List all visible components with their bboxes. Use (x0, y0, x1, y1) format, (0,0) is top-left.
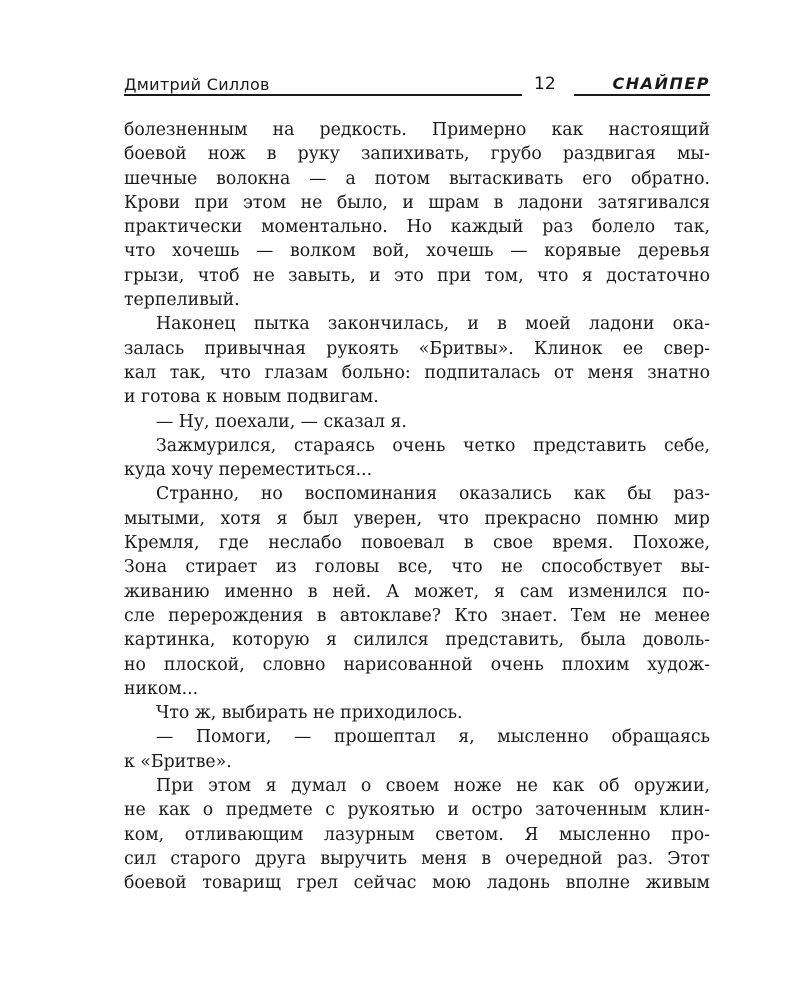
header-series-title: СНАЙПЕР (612, 74, 710, 93)
text-line: шечные волокна — а потом вытаскивать его обратно. (124, 168, 710, 189)
page-body-text (124, 118, 710, 896)
text-line: Что ж, выбирать не приходилось. (156, 703, 463, 724)
text-line: кал так, что глазам больно: подпиталась от меня знатно (124, 362, 710, 383)
text-line: и готова к новым подвигам. (124, 387, 379, 408)
text-line: Наконец пытка закончилась, и в моей ладони ока- (156, 314, 710, 335)
text-line: При этом я думал о своем ноже не как об оружии, (156, 776, 710, 797)
text-line: боевой нож в руку запихивать, грубо раздвигая мы- (124, 144, 710, 165)
text-line: сле перерождения в автоклаве? Кто знает. Тем не менее (124, 605, 710, 626)
page-number: 12 (534, 74, 556, 94)
text-line: болезненным на редкость. Примерно как настоящий (124, 120, 710, 140)
running-header (124, 72, 710, 96)
text-line: боевой товарищ грел сейчас мою ладонь вполне живым (124, 873, 710, 894)
header-rule-left (124, 94, 522, 96)
text-line: Кремля, где неслабо повоевал в свое время. Похоже, (124, 533, 710, 554)
text-line: но плоской, словно нарисованной очень плохим худож- (124, 654, 710, 675)
text-line: куда хочу переместиться... (124, 460, 373, 481)
text-line: Зажмурился, стараясь очень четко представить себе, (156, 435, 710, 456)
text-line: Крови при этом не было, и шрам в ладони затягивался (124, 192, 710, 213)
text-line: ком, отливающим лазурным светом. Я мысленно про- (124, 824, 710, 845)
text-line: мытыми, хотя я был уверен, что прекрасно помню мир (124, 508, 710, 529)
text-line: практически моментально. Но каждый раз болело так, (124, 217, 710, 238)
text-line: не как о предмете с рукоятью и остро заточенным клин- (124, 800, 710, 821)
text-line: — Ну, поехали, — сказал я. (156, 411, 407, 432)
text-line: Странно, но воспоминания оказались как бы раз- (156, 484, 710, 505)
text-line: сил старого друга выручить меня в очередной раз. Этот (124, 848, 710, 869)
text-line: ником... (124, 678, 199, 699)
text-line: залась привычная рукоять «Бритвы». Клинок ее свер- (124, 338, 710, 359)
header-rule-right (574, 94, 710, 96)
text-line: к «Бритве». (124, 751, 232, 772)
text-line: — Помоги, — прошептал я, мысленно обращаясь (156, 727, 710, 748)
text-line: грызи, чтоб не завыть, и это при том, что я достаточно (124, 265, 710, 286)
text-line: что хочешь — волком вой, хочешь — корявые деревья (124, 241, 710, 262)
text-line: картинка, которую я силился представить, была доволь- (124, 630, 710, 651)
text-line: живанию именно в ней. А может, я сам изменился по- (124, 581, 710, 602)
text-line: Зона стирает из головы все, что не способствует вы- (124, 557, 710, 578)
text-line: терпеливый. (124, 290, 240, 311)
header-author: Дмитрий Силлов (124, 75, 270, 94)
